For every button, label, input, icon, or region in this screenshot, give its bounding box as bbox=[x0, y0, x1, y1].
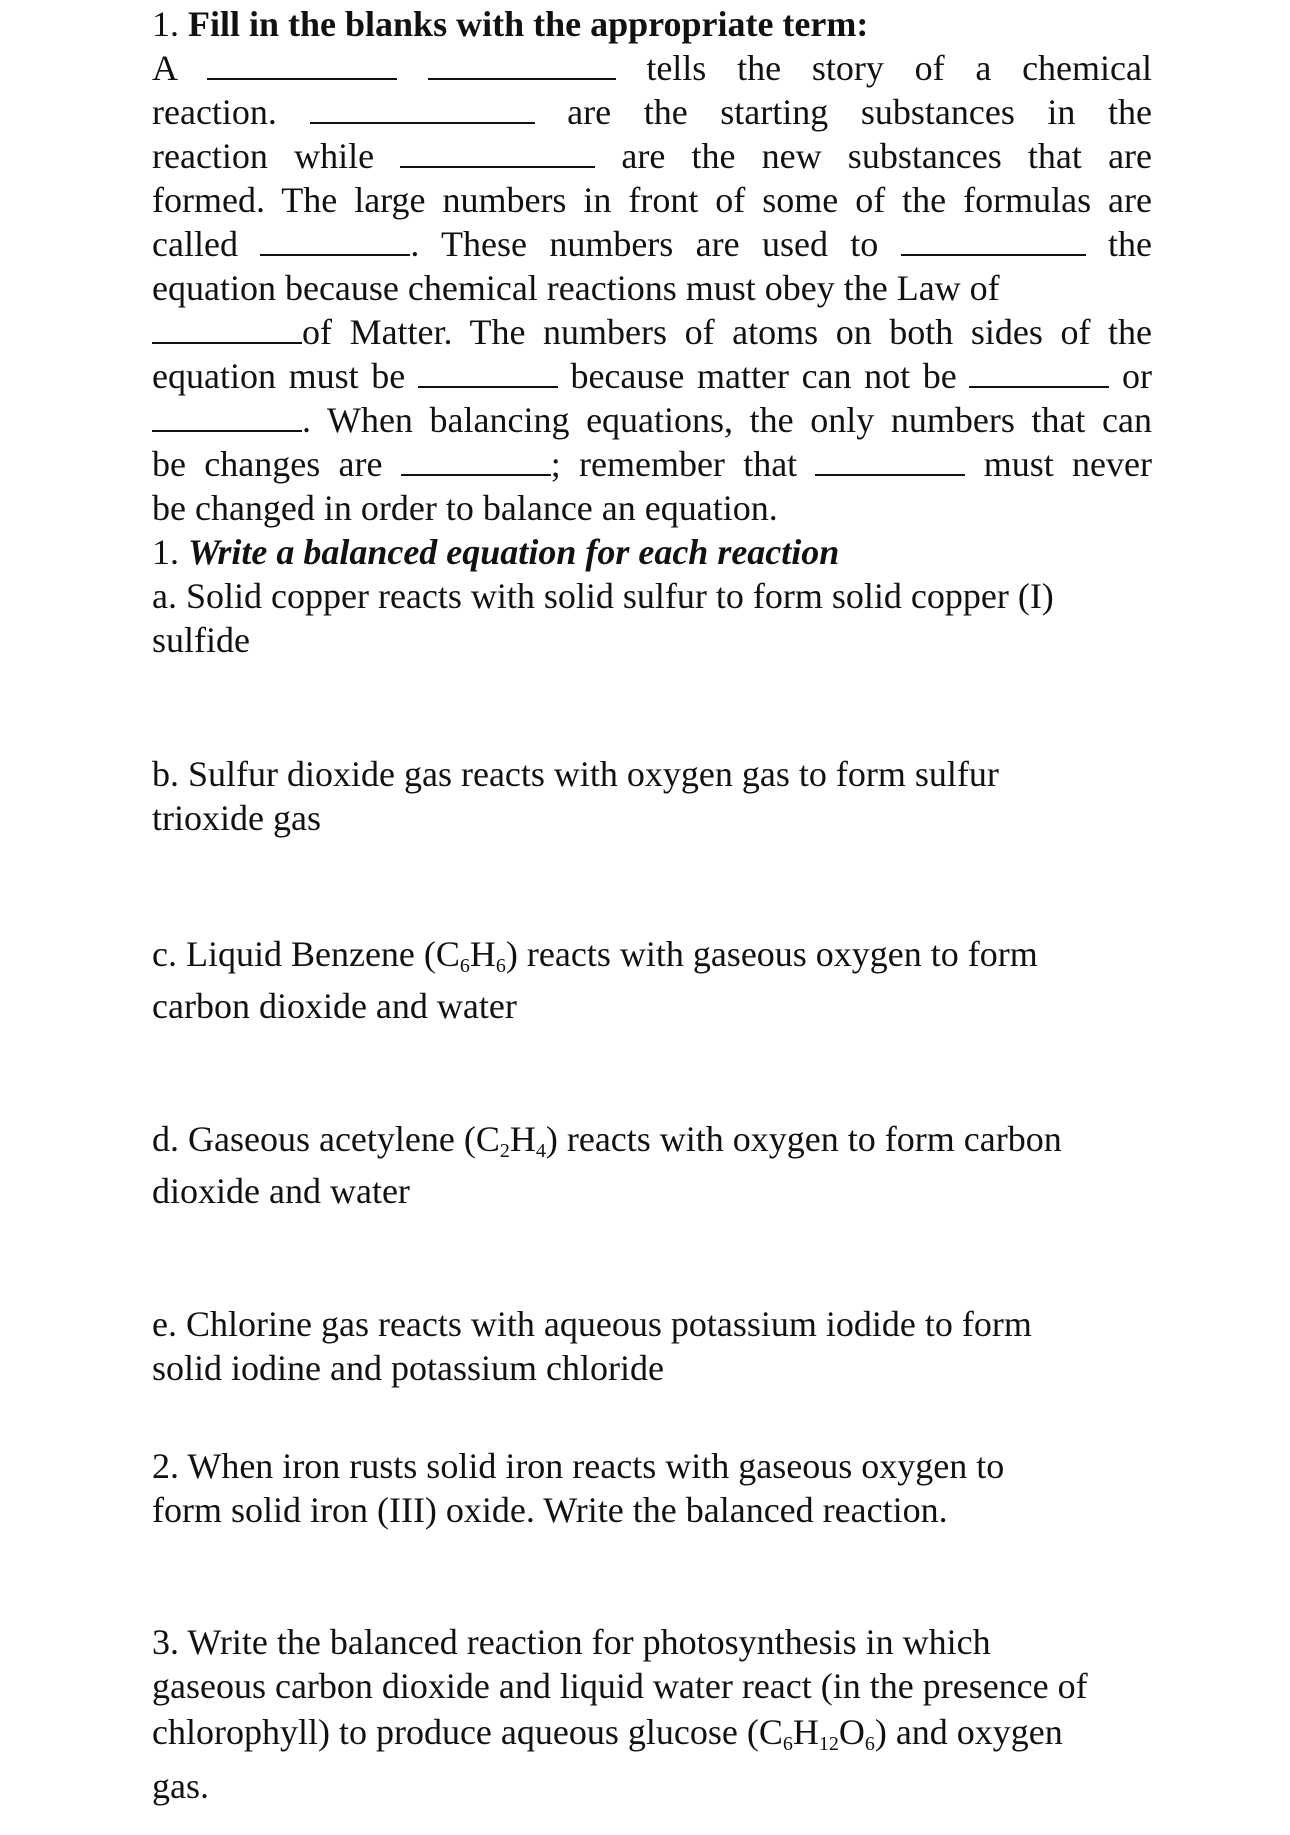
text-fragment: O bbox=[838, 1712, 865, 1752]
item-b-line2: trioxide gas bbox=[152, 798, 321, 838]
item-c-line2: carbon dioxide and water bbox=[152, 986, 517, 1026]
item-e-line1: e. Chlorine gas reacts with aqueous potassium iodide to form bbox=[152, 1304, 1032, 1344]
heading-text: Write a balanced equation for each reaction bbox=[188, 532, 840, 572]
item-a-line1: a. Solid copper reacts with solid sulfur to form solid copper (I) bbox=[152, 576, 1054, 616]
text-fragment: c. Liquid Benzene (C bbox=[152, 934, 460, 974]
text-fragment: d. Gaseous acetylene (C bbox=[152, 1119, 500, 1159]
text-fragment: reaction. bbox=[152, 92, 277, 132]
text-fragment: are the new substances that are bbox=[621, 136, 1153, 176]
text-fragment: are the starting substances in the bbox=[567, 92, 1153, 132]
paragraph-line bbox=[152, 222, 1152, 266]
question-3-line2: gaseous carbon dioxide and liquid water react (in the presence of bbox=[152, 1666, 1088, 1706]
heading-text: Fill in the blanks with the appropriate term: bbox=[188, 4, 869, 44]
question-2-line2: form solid iron (III) oxide. Write the balanced reaction. bbox=[152, 1490, 948, 1530]
paragraph-line bbox=[152, 310, 1152, 354]
paragraph-line bbox=[152, 46, 1152, 90]
question-3-line1: 3. Write the balanced reaction for photosynthesis in which bbox=[152, 1622, 991, 1662]
text-fragment: because matter can not be bbox=[570, 356, 957, 396]
blank[interactable] bbox=[260, 224, 410, 256]
paragraph-line: formed. The large numbers in front of some of the formulas are bbox=[152, 180, 1152, 220]
subscript: 4 bbox=[535, 1140, 546, 1162]
text-fragment: H bbox=[469, 934, 496, 974]
blank[interactable] bbox=[418, 356, 558, 388]
paragraph-line: equation because chemical reactions must obey the Law of bbox=[152, 268, 1000, 308]
subscript: 12 bbox=[818, 1733, 839, 1755]
paragraph-line: be changed in order to balance an equation. bbox=[152, 488, 778, 528]
question-3-line4: gas. bbox=[152, 1766, 209, 1806]
text-fragment: must never bbox=[983, 444, 1152, 484]
blank[interactable] bbox=[815, 444, 965, 476]
text-fragment: of Matter. The numbers of atoms on both sides of the bbox=[302, 312, 1152, 352]
blank[interactable] bbox=[152, 312, 302, 344]
blank[interactable] bbox=[310, 92, 535, 124]
blank[interactable] bbox=[207, 48, 397, 80]
paragraph-line bbox=[152, 90, 1152, 134]
text-fragment: or bbox=[1122, 356, 1153, 396]
balanced-equation-heading bbox=[152, 530, 1152, 574]
text-fragment: H bbox=[792, 1712, 819, 1752]
paragraph-line bbox=[152, 398, 1152, 442]
text-fragment: A bbox=[152, 48, 177, 88]
item-d-line1 bbox=[152, 1117, 1152, 1161]
fill-in-heading bbox=[152, 2, 1152, 46]
text-fragment: ) reacts with oxygen to form carbon bbox=[545, 1119, 1062, 1159]
text-fragment: . When balancing equations, the only numbers that can bbox=[302, 400, 1152, 440]
question-2-line1: 2. When iron rusts solid iron reacts with gaseous oxygen to bbox=[152, 1446, 1005, 1486]
blank[interactable] bbox=[401, 444, 551, 476]
text-fragment: called bbox=[152, 224, 238, 264]
blank[interactable] bbox=[969, 356, 1109, 388]
blank[interactable] bbox=[152, 400, 302, 432]
text-fragment: . These numbers are used to bbox=[410, 224, 879, 264]
text-fragment: be changes are bbox=[152, 444, 383, 484]
text-fragment: chlorophyll) to produce aqueous glucose (C bbox=[152, 1712, 783, 1752]
subscript: 6 bbox=[459, 955, 470, 977]
text-fragment: reaction while bbox=[152, 136, 375, 176]
paragraph-line bbox=[152, 442, 1152, 486]
blank[interactable] bbox=[901, 224, 1086, 256]
text-fragment: equation must be bbox=[152, 356, 406, 396]
paragraph-line bbox=[152, 354, 1152, 398]
item-b-line1: b. Sulfur dioxide gas reacts with oxygen gas to form sulfur bbox=[152, 754, 999, 794]
item-a-line2: sulfide bbox=[152, 620, 250, 660]
text-fragment: the bbox=[1108, 224, 1153, 264]
paragraph-line bbox=[152, 134, 1152, 178]
blank[interactable] bbox=[400, 136, 595, 168]
heading-number: 1. bbox=[152, 532, 179, 572]
subscript: 6 bbox=[864, 1733, 875, 1755]
item-d-line2: dioxide and water bbox=[152, 1171, 410, 1211]
text-fragment: tells the story of a chemical bbox=[646, 48, 1152, 88]
question-3-line3 bbox=[152, 1710, 1152, 1754]
subscript: 6 bbox=[495, 955, 506, 977]
item-e-line2: solid iodine and potassium chloride bbox=[152, 1348, 664, 1388]
text-fragment: ) and oxygen bbox=[874, 1712, 1063, 1752]
subscript: 2 bbox=[499, 1140, 510, 1162]
blank[interactable] bbox=[428, 48, 616, 80]
heading-number: 1. bbox=[152, 4, 179, 44]
text-fragment: ; remember that bbox=[550, 444, 798, 484]
text-fragment: ) reacts with gaseous oxygen to form bbox=[505, 934, 1038, 974]
item-c-line1 bbox=[152, 932, 1152, 976]
text-fragment: H bbox=[509, 1119, 536, 1159]
subscript: 6 bbox=[782, 1733, 793, 1755]
